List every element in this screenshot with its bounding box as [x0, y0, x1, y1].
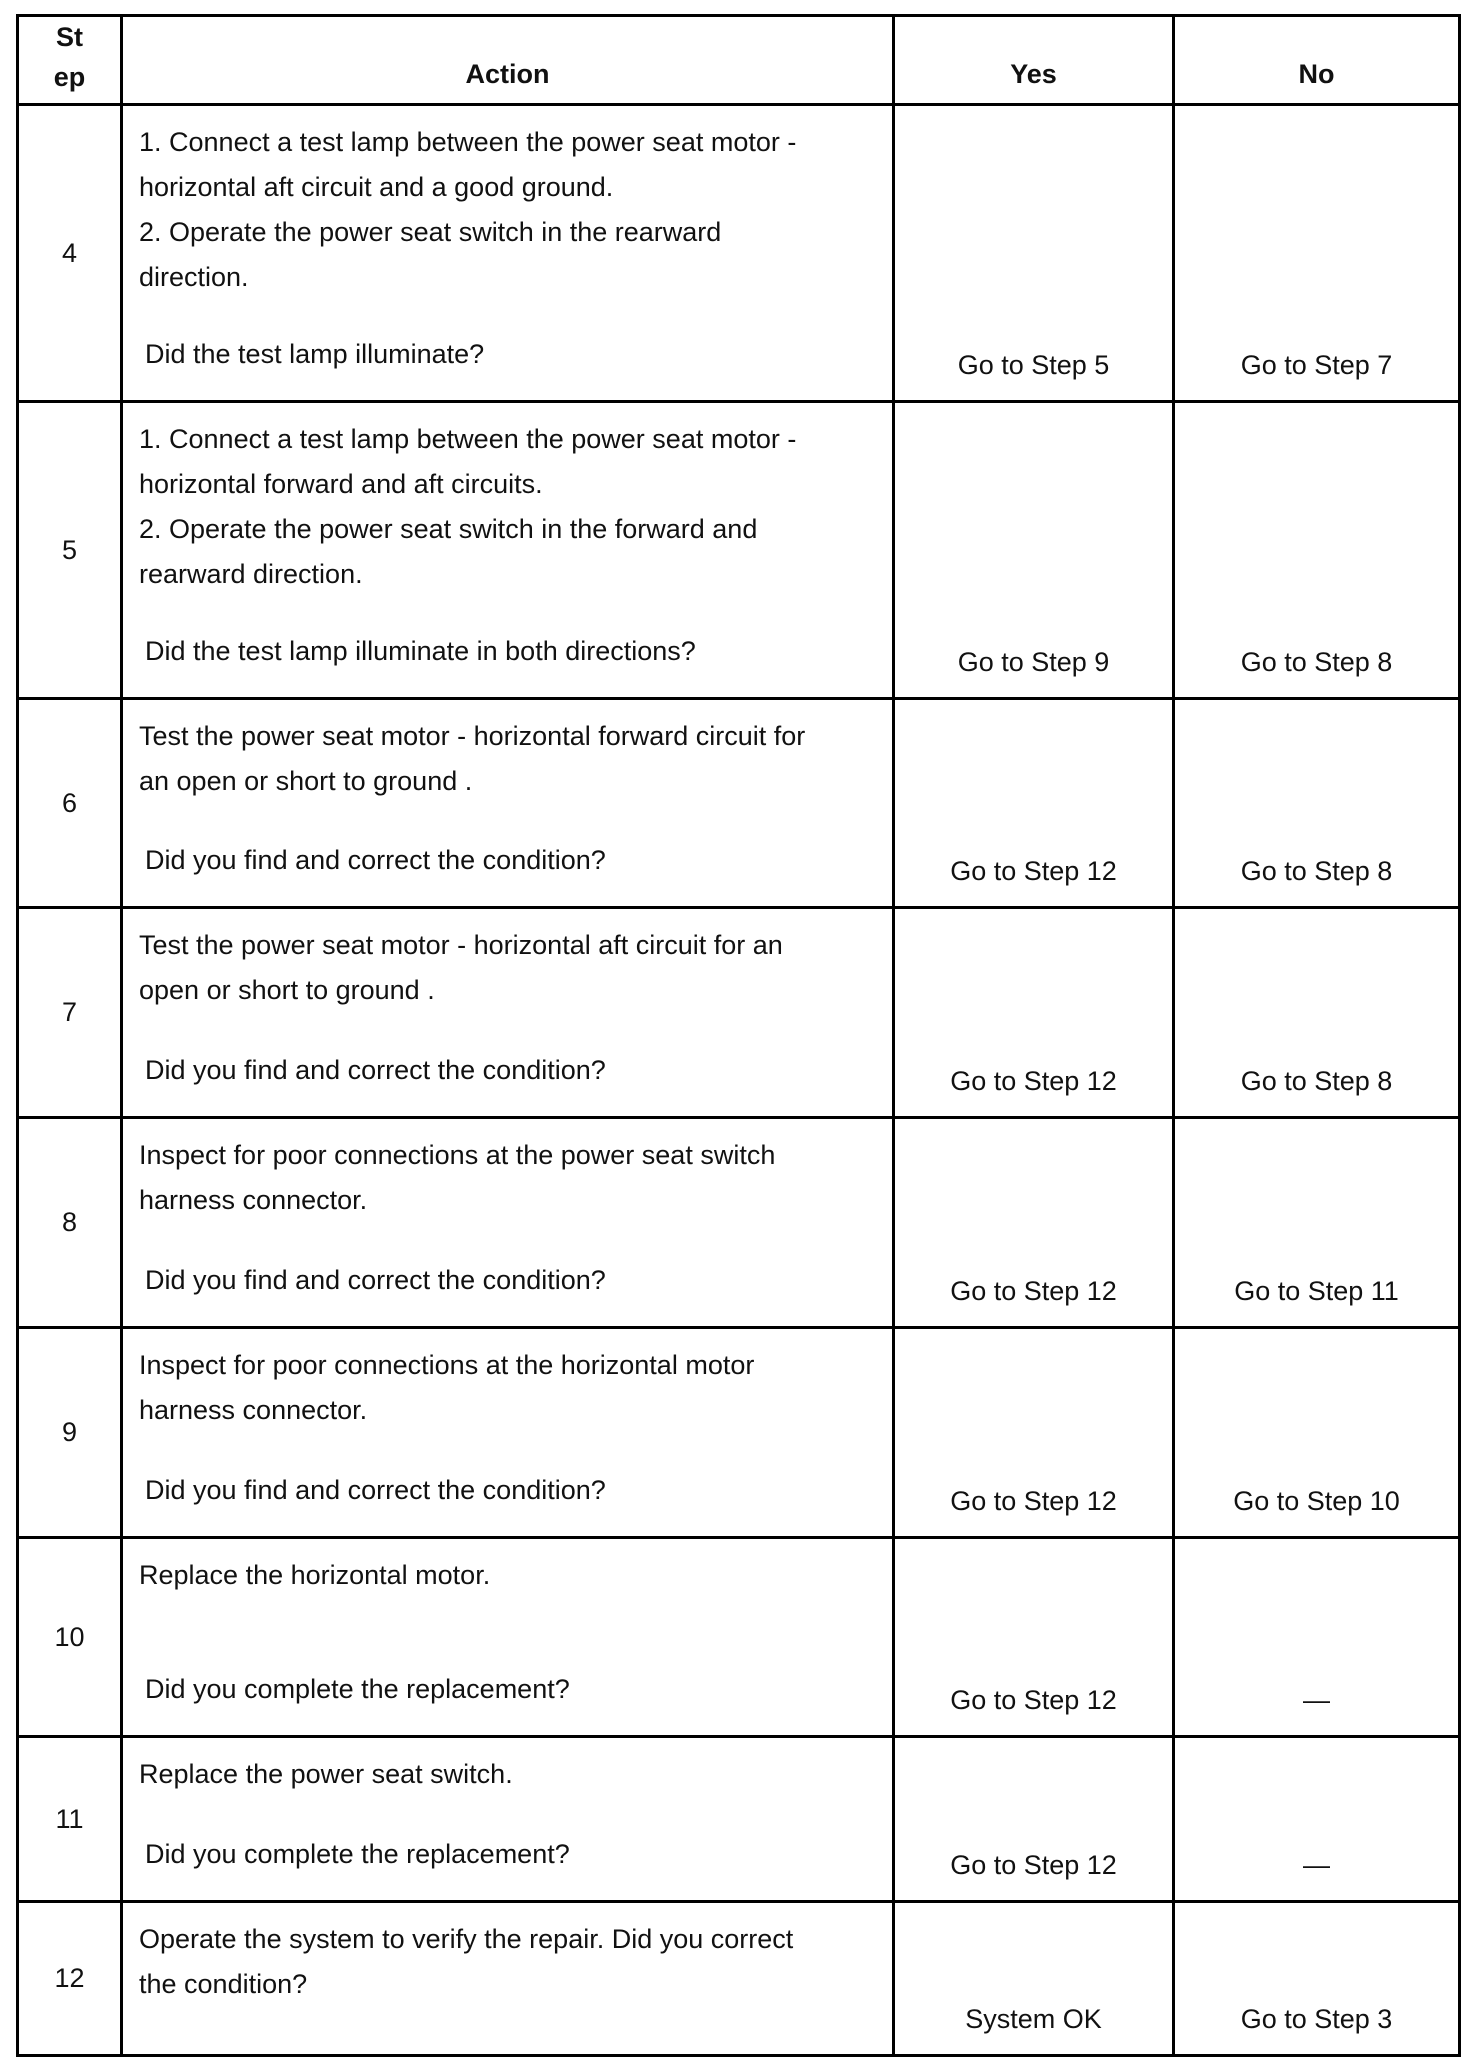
- no-result: Go to Step 8: [1174, 699, 1460, 908]
- step-column-header: [18, 16, 122, 105]
- action-text-line: Operate the system to verify the repair. Did you correct: [139, 1924, 794, 1954]
- action-question: Did you find and correct the condition?: [145, 1475, 606, 1505]
- yes-result: Go to Step 12: [894, 1118, 1174, 1328]
- action-column-header: Action: [122, 16, 894, 105]
- action-text-line: Replace the horizontal motor.: [139, 1560, 491, 1590]
- action-text-line: harness connector.: [139, 1185, 368, 1215]
- yes-result: Go to Step 12: [894, 908, 1174, 1118]
- action-cell: [122, 1737, 894, 1902]
- no-result: Go to Step 8: [1174, 402, 1460, 699]
- action-text-line: Test the power seat motor - horizontal forward circuit for: [139, 721, 806, 751]
- action-cell: [122, 1328, 894, 1538]
- action-text-line: the condition?: [139, 1969, 308, 1999]
- action-text-line: rearward direction.: [139, 559, 363, 589]
- action-text-line: Inspect for poor connections at the horizontal motor: [139, 1350, 755, 1380]
- action-text-line: an open or short to ground .: [139, 766, 473, 796]
- table-header-row: [18, 16, 1460, 105]
- yes-result: Go to Step 12: [894, 1538, 1174, 1737]
- action-text-line: 2. Operate the power seat switch in the rearward: [139, 217, 722, 247]
- yes-column-header: Yes: [894, 16, 1174, 105]
- action-text-line: 1. Connect a test lamp between the power seat motor -: [139, 424, 797, 454]
- yes-result: Go to Step 12: [894, 1328, 1174, 1538]
- table-row: [18, 1118, 1460, 1328]
- step-number: 11: [18, 1737, 122, 1902]
- action-cell: [122, 1538, 894, 1737]
- action-question: Did you find and correct the condition?: [145, 1265, 606, 1295]
- action-cell: [122, 908, 894, 1118]
- action-text-line: open or short to ground .: [139, 975, 435, 1005]
- table-row: [18, 699, 1460, 908]
- no-result: —: [1174, 1737, 1460, 1902]
- yes-result: System OK: [894, 1902, 1174, 2056]
- step-number: 10: [18, 1538, 122, 1737]
- action-question: Did you complete the replacement?: [145, 1674, 570, 1704]
- yes-result: Go to Step 12: [894, 1737, 1174, 1902]
- action-text-line: harness connector.: [139, 1395, 368, 1425]
- yes-result: Go to Step 9: [894, 402, 1174, 699]
- step-number: 12: [18, 1902, 122, 2056]
- no-result: —: [1174, 1538, 1460, 1737]
- table-row: [18, 1538, 1460, 1737]
- action-text-line: horizontal forward and aft circuits.: [139, 469, 543, 499]
- no-result: Go to Step 7: [1174, 105, 1460, 402]
- table-row: [18, 105, 1460, 402]
- table-row: [18, 1902, 1460, 2056]
- action-question: Did you find and correct the condition?: [145, 845, 606, 875]
- action-text-line: 2. Operate the power seat switch in the forward and: [139, 514, 758, 544]
- action-text-line: horizontal aft circuit and a good ground.: [139, 172, 614, 202]
- diagnostic-table-container: [16, 14, 1458, 2057]
- yes-result: Go to Step 5: [894, 105, 1174, 402]
- action-text-line: direction.: [139, 262, 249, 292]
- step-number: 6: [18, 699, 122, 908]
- action-cell: [122, 1118, 894, 1328]
- step-number: 8: [18, 1118, 122, 1328]
- table-row: [18, 402, 1460, 699]
- action-cell: [122, 699, 894, 908]
- action-question: Did the test lamp illuminate?: [145, 339, 485, 369]
- no-result: Go to Step 8: [1174, 908, 1460, 1118]
- action-question: Did the test lamp illuminate in both directions?: [145, 636, 696, 666]
- action-text-line: 1. Connect a test lamp between the power seat motor -: [139, 127, 797, 157]
- action-question: Did you complete the replacement?: [145, 1839, 570, 1869]
- no-column-header: No: [1174, 16, 1460, 105]
- no-result: Go to Step 11: [1174, 1118, 1460, 1328]
- action-cell: [122, 402, 894, 699]
- step-number: 4: [18, 105, 122, 402]
- action-cell: [122, 105, 894, 402]
- no-result: Go to Step 10: [1174, 1328, 1460, 1538]
- table-row: [18, 1737, 1460, 1902]
- action-question: Did you find and correct the condition?: [145, 1055, 606, 1085]
- no-result: Go to Step 3: [1174, 1902, 1460, 2056]
- action-text-line: Inspect for poor connections at the power seat switch: [139, 1140, 776, 1170]
- step-header-line2: ep: [53, 62, 86, 92]
- step-number: 7: [18, 908, 122, 1118]
- table-row: [18, 908, 1460, 1118]
- yes-result: Go to Step 12: [894, 699, 1174, 908]
- step-header-line1: St: [56, 22, 83, 52]
- action-cell: [122, 1902, 894, 2056]
- action-text-line: Replace the power seat switch.: [139, 1759, 513, 1789]
- step-number: 9: [18, 1328, 122, 1538]
- step-number: 5: [18, 402, 122, 699]
- diagnostic-table: [16, 14, 1461, 2057]
- action-text-line: Test the power seat motor - horizontal aft circuit for an: [139, 930, 783, 960]
- table-row: [18, 1328, 1460, 1538]
